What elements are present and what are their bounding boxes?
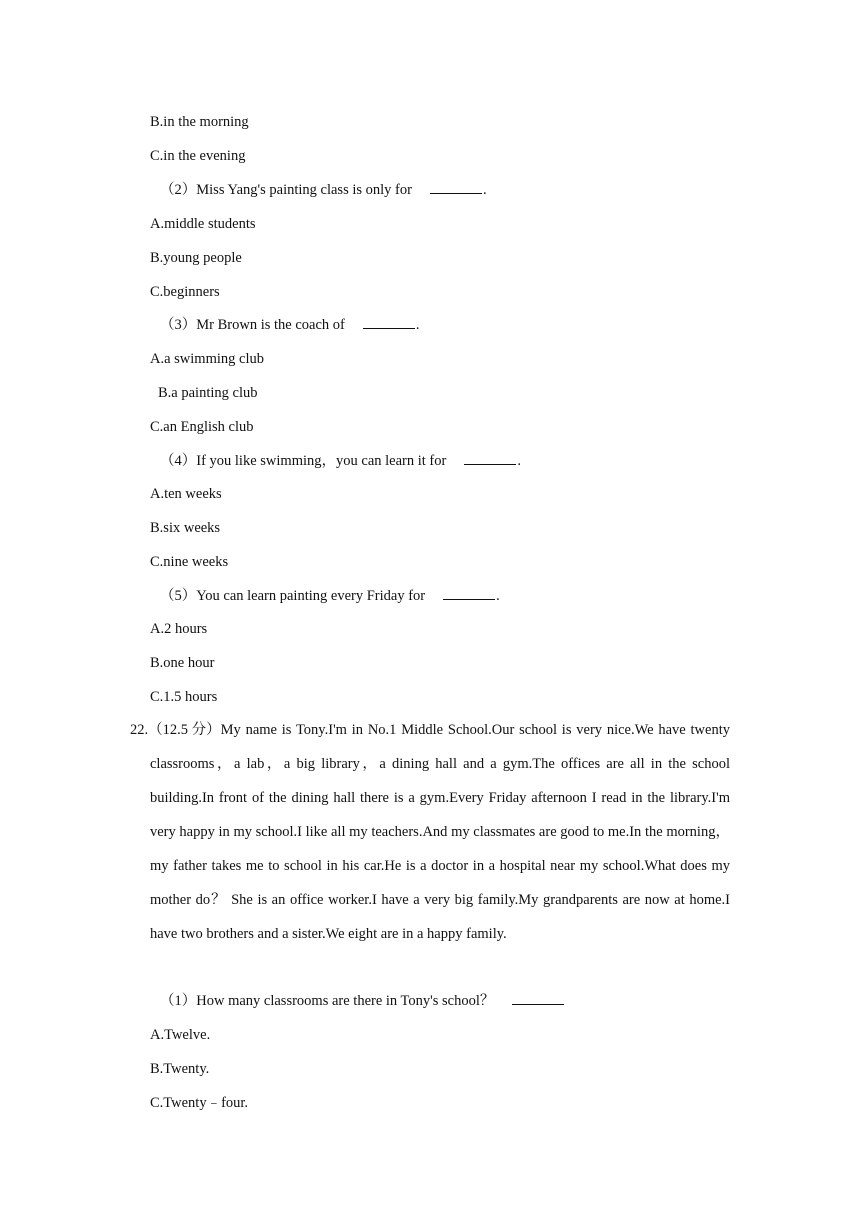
option-a: A.2 hours — [150, 621, 208, 637]
option-b: B.a painting club — [158, 385, 258, 401]
option-c: C.Twenty﹣four. — [150, 1095, 249, 1111]
question-4-period: . — [517, 453, 521, 469]
question-number: 22. — [130, 722, 149, 738]
option-b: B.Twenty. — [150, 1061, 210, 1077]
answer-blank — [464, 452, 516, 465]
reading-passage: My name is Tony.I'm in No.1 Middle School.Our school is very nice.We have twenty classrooms，a lab，a big library，a dining hall and a gym.The offices are all in the school building.In front of the dining hall there is a gym.Every Friday afternoon I read in the library.I'm very happy in my school.I like all my teachers.And my classmates are good to me.In the morning，my father takes me to school in his car.He is a doctor in a hospital near my school.What does my mother do？ She is an office worker.I have a very big family.My grandparents are now at home.I have two brothers and a sister.We eight are in a happy family. — [150, 722, 730, 942]
option-b: B.young people — [150, 250, 242, 266]
option-c: C.beginners — [150, 284, 220, 300]
option-b: B.one hour — [150, 655, 215, 671]
question-score: （12.5 分） — [148, 722, 221, 738]
question-4-text: （4）If you like swimming，you can learn it for — [160, 453, 447, 469]
question-3-text: （3）Mr Brown is the coach of — [160, 317, 345, 333]
answer-blank — [443, 587, 495, 600]
option-c: C.nine weeks — [150, 554, 229, 570]
question-22-1 — [160, 992, 564, 1010]
option-c: C.in the evening — [150, 148, 246, 164]
option-b: B.in the morning — [150, 114, 249, 130]
option-a: A.a swimming club — [150, 351, 264, 367]
question-5 — [160, 587, 500, 605]
option-a: A.Twelve. — [150, 1027, 211, 1043]
option-c: C.1.5 hours — [150, 689, 218, 705]
question-2-text: （2）Miss Yang's painting class is only for — [160, 182, 412, 198]
question-5-text: （5）You can learn painting every Friday for — [160, 588, 426, 604]
answer-blank — [512, 992, 564, 1005]
option-b: B.six weeks — [150, 520, 221, 536]
answer-blank — [363, 316, 415, 329]
answer-blank — [430, 181, 482, 194]
question-3 — [160, 316, 419, 334]
question-4 — [160, 452, 521, 470]
question-22-1-text: （1）How many classrooms are there in Tony's school？ — [160, 993, 495, 1009]
option-c: C.an English club — [150, 419, 254, 435]
question-2 — [160, 181, 487, 199]
question-3-period: . — [415, 317, 420, 333]
question-2-period: . — [482, 182, 487, 198]
option-a: A.middle students — [150, 216, 256, 232]
option-a: A.ten weeks — [150, 486, 222, 502]
question-5-period: . — [496, 588, 500, 604]
